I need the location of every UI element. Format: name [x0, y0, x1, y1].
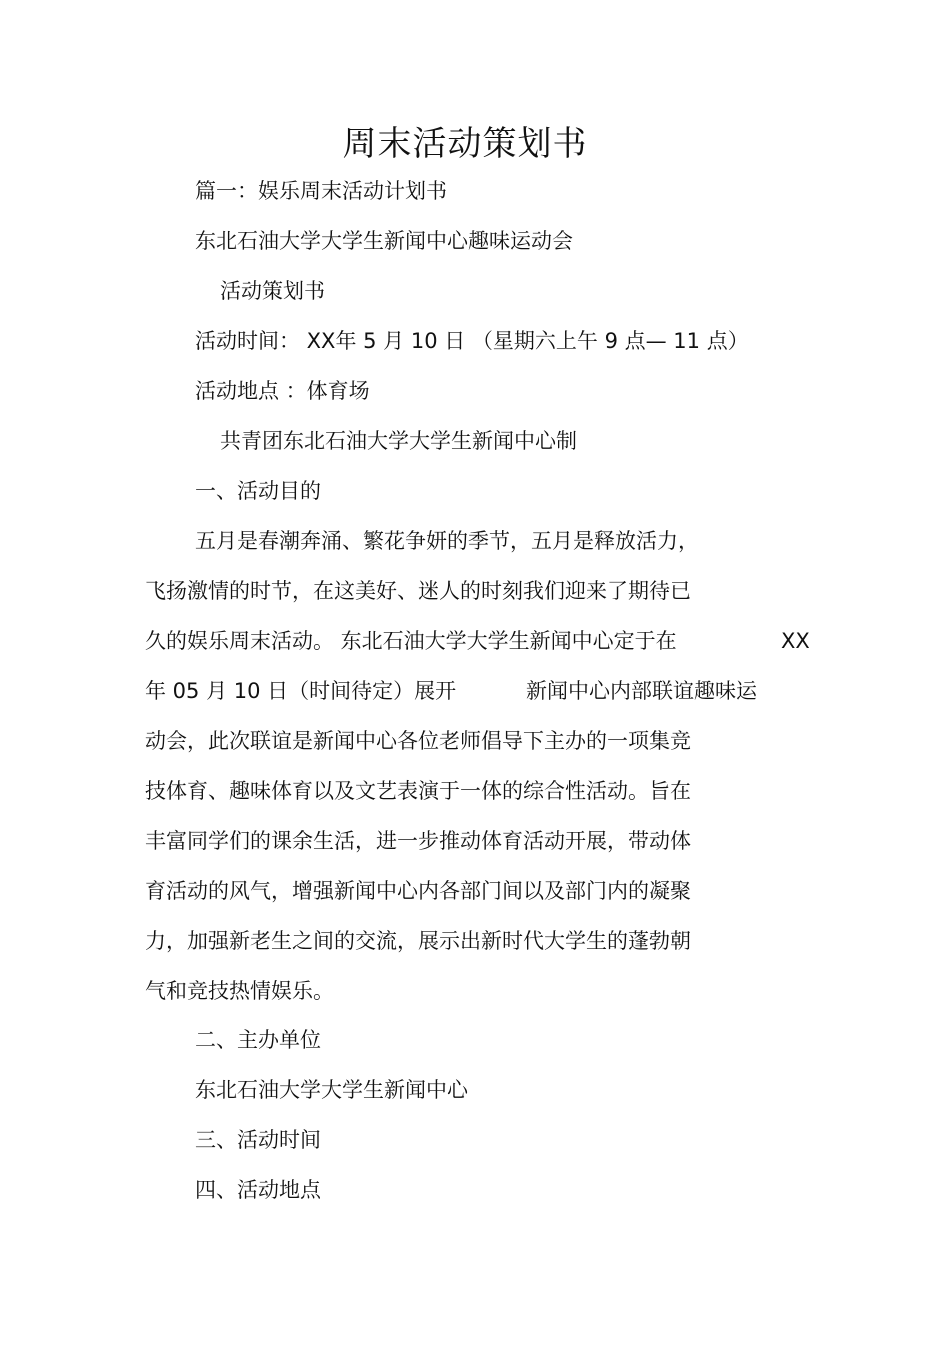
- section-heading-time: 三、活动时间: [195, 1128, 321, 1152]
- paragraph-line: 五月是春潮奔涌、繁花争妍的季节，五月是释放活力，: [195, 529, 699, 553]
- section-heading-location: 四、活动地点: [195, 1178, 321, 1202]
- subtitle-line: 篇一：娱乐周末活动计划书: [195, 179, 447, 203]
- issuer-line: 共青团东北石油大学大学生新闻中心制: [220, 429, 577, 453]
- organizer-line: 东北石油大学大学生新闻中心趣味运动会: [195, 229, 573, 253]
- paragraph-line: 飞扬激情的时节，在这美好、迷人的时刻我们迎来了期待已: [145, 579, 691, 603]
- host-organization-line: 东北石油大学大学生新闻中心: [195, 1078, 468, 1102]
- paragraph-line-text: 久的娱乐周末活动。 东北石油大学大学生新闻中心定于在: [145, 629, 677, 653]
- paragraph-line-text: 年 05 月 10 日（时间待定）展开: [145, 679, 457, 703]
- paragraph-line-text: 新闻中心内部联谊趣味运: [526, 679, 757, 703]
- plan-title-line: 活动策划书: [220, 279, 325, 303]
- activity-location-line: 活动地点 ：体育场: [195, 379, 370, 403]
- paragraph-line: 气和竞技热情娱乐。: [145, 979, 334, 1003]
- activity-time-line: 活动时间： XX年 5 月 10 日 （星期六上午 9 点— 11 点）: [195, 329, 749, 353]
- paragraph-line: 力，加强新老生之间的交流，展示出新时代大学生的蓬勃朝: [145, 929, 691, 953]
- paragraph-line: [145, 626, 825, 656]
- section-heading-purpose: 一、活动目的: [195, 479, 321, 503]
- paragraph-line: 动会，此次联谊是新闻中心各位老师倡导下主办的一项集竞: [145, 729, 691, 753]
- paragraph-line: 育活动的风气，增强新闻中心内各部门间以及部门内的凝聚: [145, 879, 691, 903]
- paragraph-line-text: XX: [781, 629, 810, 653]
- paragraph-line: 技体育、趣味体育以及文艺表演于一体的综合性活动。旨在: [145, 779, 691, 803]
- paragraph-line: 丰富同学们的课余生活，进一步推动体育活动开展，带动体: [145, 829, 691, 853]
- paragraph-line: [145, 676, 825, 706]
- section-heading-host: 二、主办单位: [195, 1028, 321, 1052]
- document-title: 周末活动策划书: [342, 124, 588, 164]
